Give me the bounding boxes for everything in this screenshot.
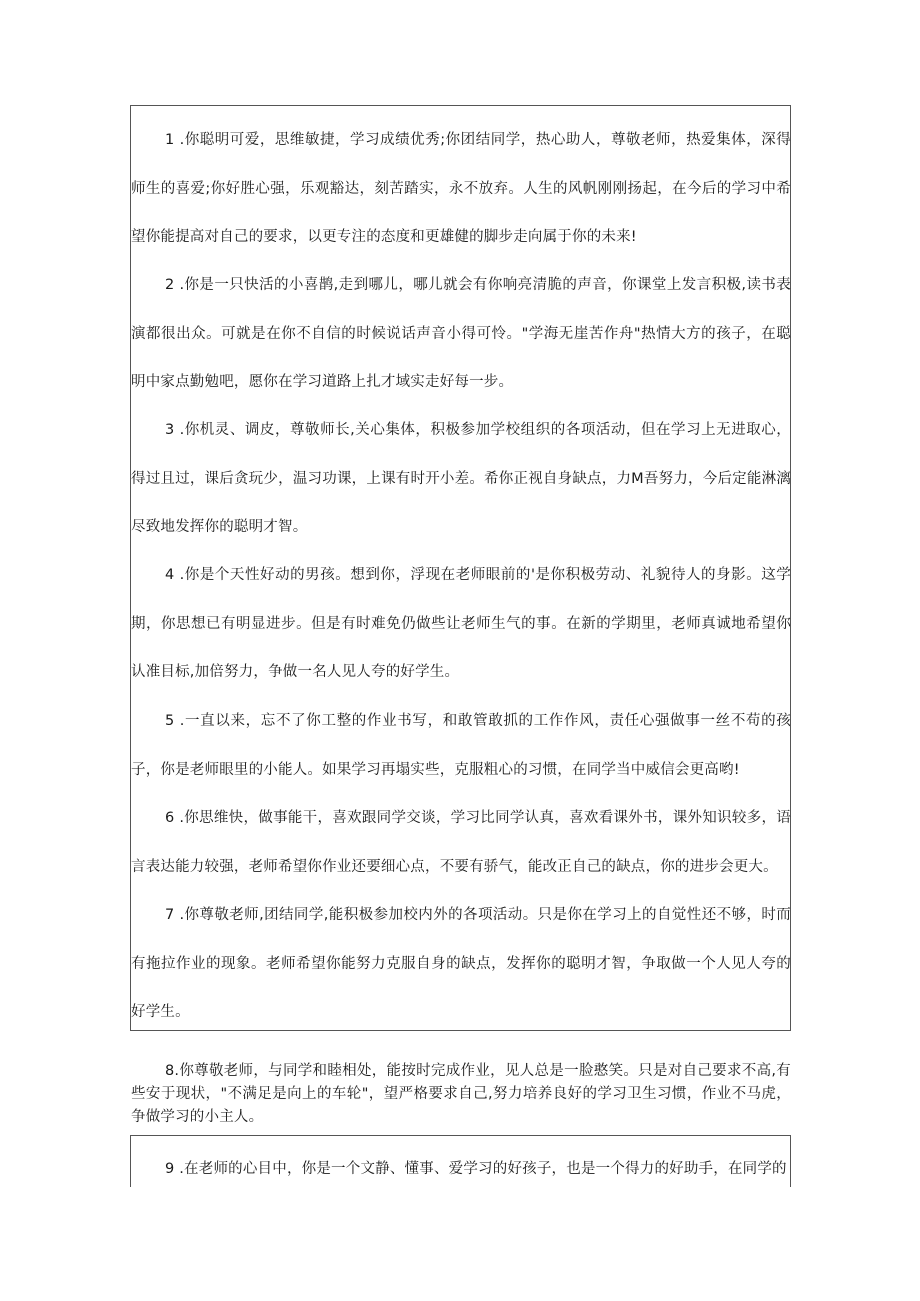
comment-number: 7 [165, 907, 175, 923]
comment-text: .你是个天性好动的男孩。想到你，浮现在老师眼前的'是你积极劳动、礼貌待人的身影。这学期，你思想已有明显进步。但是有时难免仍做些让老师生气的事。在新的学期里，老师真诚地希望你认准目标,加倍努力，争做一名人见人夸的好学生。 [131, 567, 791, 680]
comment-text: .你思维快，做事能干，喜欢跟同学交谈，学习比同学认真，喜欢看课外书，课外知识较多，语言表达能力较强，老师希望你作业还要细心点，不要有骄气，能改正自己的缺点，你的进步会更大。 [131, 810, 791, 875]
comment-text: .你聪明可爱，思维敏捷，学习成绩优秀;你团结同学，热心助人，尊敬老师，热爱集体，深得师生的喜爱;你好胜心强，乐观豁达，刻苦踏实，永不放弃。人生的风帆刚刚扬起，在今后的学习中希望你能提高对自己的要求，以更专注的态度和更雄健的脚步走向属于你的未来! [131, 132, 791, 245]
comment-1 [131, 116, 791, 262]
comment-2 [131, 261, 791, 407]
comment-8 [131, 1060, 791, 1129]
comment-number: 5 [165, 713, 175, 729]
comment-5 [131, 697, 791, 794]
comment-number: 1 [165, 132, 175, 148]
comment-9 [131, 1145, 790, 1186]
comment-text: .你机灵、调皮，尊敬师长,关心集体，积极参加学校组织的各项活动，但在学习上无进取心，得过且过，课后贪玩少，温习功课，上课有时开小差。希你正视自身缺点，力M吾努力，今后定能淋漓尽致地发挥你的聪明才智。 [131, 422, 791, 535]
comment-9-clip [131, 1136, 790, 1186]
comment-text: .一直以来，忘不了你工整的作业书写，和敢管敢抓的工作作风，责任心强做事一丝不苟的孩子，你是老师眼里的小能人。如果学习再塌实些，克服粗心的习惯，在同学当中威信会更高哟! [131, 713, 791, 778]
comment-text: .你是一只快活的小喜鹊,走到哪儿，哪儿就会有你响亮清脆的声音，你课堂上发言积极,读书表演都很出众。可就是在你不自信的时候说话声音小得可怜。"学海无崖苦作舟"热情大方的孩子，在聪明中家点勤勉吧，愿你在学习道路上扎才域实走好每一步。 [131, 277, 791, 390]
comment-number: 2 [165, 277, 175, 293]
comment-number: 4 [165, 567, 175, 583]
comment-number: 3 [165, 422, 175, 438]
comment-3 [131, 406, 791, 552]
comment-text: 8.你尊敬老师，与同学和睦相处，能按时完成作业，见人总是一脸憨笑。只是对自己要求不高,有些安于现状，"不满足是向上的车轮"，望严格要求自己,努力培养良好的学习卫生习惯，作业不马虎，争做学习的小主人。 [131, 1063, 791, 1125]
comment-number: 9 [165, 1161, 175, 1177]
comment-6 [131, 794, 791, 891]
comment-4 [131, 551, 791, 697]
comment-text: .在老师的心目中，你是一个文静、懂事、爱学习的好孩子，也是一个得力的好助手，在同学的 [179, 1161, 787, 1177]
comment-text: .你尊敬老师,团结同学,能积极参加校内外的各项活动。只是你在学习上的自觉性还不够，时而有拖拉作业的现象。老师希望你能努力克服自身的缺点，发挥你的聪明才智，争取做一个人见人夸的好学生。 [131, 907, 791, 1020]
comment-number: 6 [165, 810, 175, 826]
comment-7 [131, 891, 791, 1037]
